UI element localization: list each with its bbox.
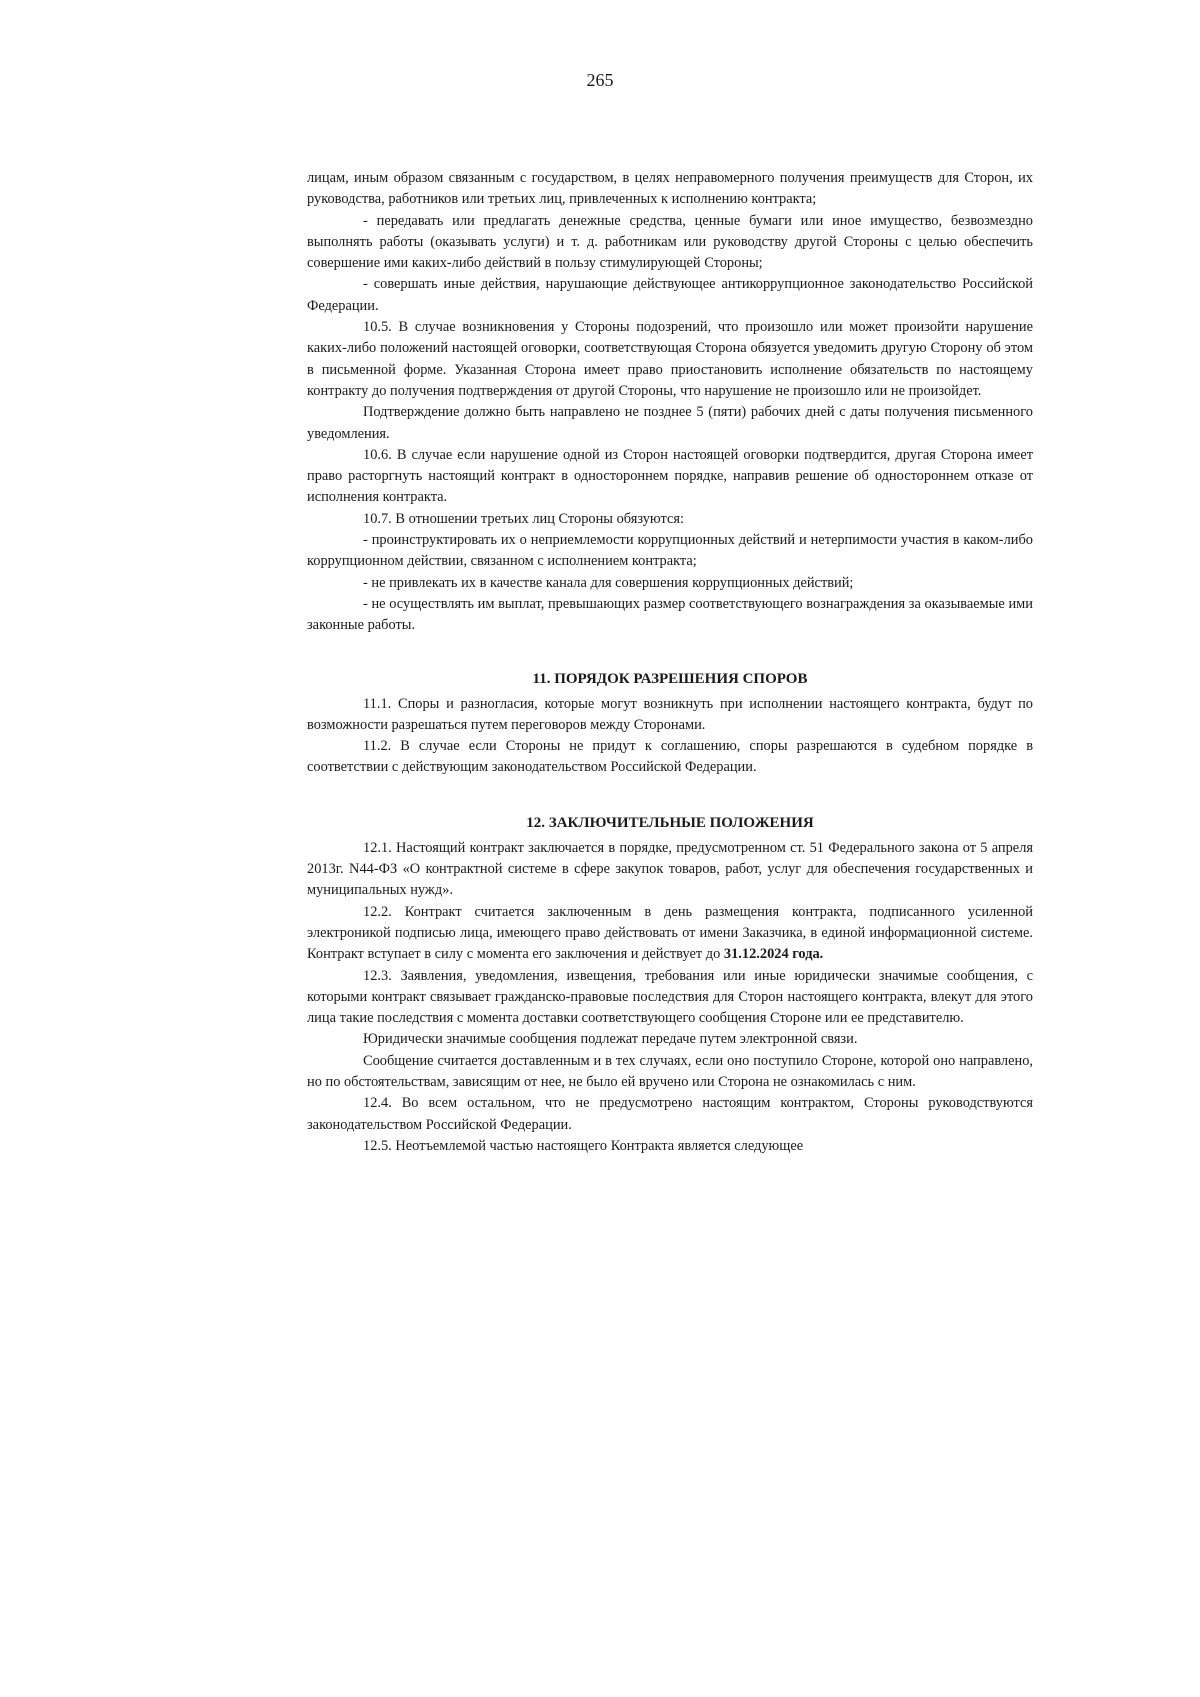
- paragraph: 12.3. Заявления, уведомления, извещения, требования или иные юридически значимые сообщения, с которыми контракт связывает гражданско-правовые последствия для Сторон настоящего контракта, влекут для этого лица такие последствия с момента доставки соответствующего сообщения Стороне или ее представителю.: [307, 967, 1033, 1027]
- paragraph: - не осуществлять им выплат, превышающих размер соответствующего вознаграждения за оказываемые ими законные работы.: [307, 595, 1033, 634]
- paragraph: 10.7. В отношении третьих лиц Стороны обязуются:: [363, 510, 684, 527]
- section-12-heading: 12. ЗАКЛЮЧИТЕЛЬНЫЕ ПОЛОЖЕНИЯ: [526, 814, 814, 831]
- paragraph: - совершать иные действия, нарушающие действующее антикоррупционное законодательство Российской Федерации.: [307, 276, 1033, 314]
- document-body: [307, 168, 1033, 1157]
- paragraph: 10.6. В случае если нарушение одной из Сторон настоящей оговорки подтвердится, другая Сторона имеет право расторгнуть настоящий контракт в одностороннем порядке, направив решение об одностороннем отказе от исполнения контракта.: [307, 446, 1033, 506]
- page-number: 265: [586, 70, 614, 90]
- paragraph: лицам, иным образом связанным с государством, в целях неправомерного получения преимуществ для Сторон, их руководства, работников или третьих лиц, привлеченных к исполнению контракта;: [307, 170, 1033, 208]
- paragraph: Сообщение считается доставленным и в тех случаях, если оно поступило Стороне, которой оно направлено, но по обстоятельствам, зависящим от нее, не было ей вручено или Сторона не ознакомилась с ним.: [307, 1052, 1033, 1090]
- paragraph-11-1: 11.1. Споры и разногласия, которые могут возникнуть при исполнении настоящего контракта, будут по возможности разрешаться путем переговоров между Сторонами.: [307, 695, 1033, 733]
- contract-end-date: 31.12.2024 года.: [723, 946, 824, 963]
- paragraph: - проинструктировать их о неприемлемости коррупционных действий и нетерпимости участия в каком-либо коррупционном действии, связанном с исполнением контракта;: [307, 532, 1033, 570]
- paragraph: - не привлекать их в качестве канала для совершения коррупционных действий;: [363, 574, 854, 591]
- paragraph: - передавать или предлагать денежные средства, ценные бумаги или иное имущество, безвозмездно выполнять работы (оказывать услуги) и т. д. работникам или руководству другой Стороны с целью обеспечить совершение ими каких-либо действий в пользу стимулирующей Стороны;: [307, 212, 1033, 272]
- paragraph-11-2: 11.2. В случае если Стороны не придут к соглашению, споры разрешаются в судебном порядке в соответствии с действующим законодательством Российской Федерации.: [307, 738, 1033, 776]
- section-10-continuation: [307, 168, 1033, 637]
- paragraph-12-2-text: 12.2. Контракт считается заключенным в день размещения контракта, подписанного усиленной электроникой подписью лица, имеющего право действовать от имени Заказчика, в единой информационной системе. Контракт вступает в силу с момента его заключения и действует до: [307, 903, 1033, 963]
- paragraph: 12.5. Неотъемлемой частью настоящего Контракта является следующее: [363, 1137, 804, 1154]
- paragraph: 10.5. В случае возникновения у Стороны подозрений, что произошло или может произойти нарушение каких-либо положений настоящей оговорки, соответствующая Сторона обязуется уведомить другую Сторону об этом в письменной форме. Указанная Сторона имеет право приостановить исполнение обязательств по настоящему контракту до получения подтверждения от другой Стороны, что нарушение не произошло или не произойдет.: [307, 319, 1033, 399]
- paragraph: 12.4. Во всем остальном, что не предусмотрено настоящим контрактом, Стороны руководствуются законодательством Российской Федерации.: [307, 1095, 1033, 1133]
- paragraph-12-2: [307, 902, 1033, 966]
- section-11-heading: 11. ПОРЯДОК РАЗРЕШЕНИЯ СПОРОВ: [532, 670, 808, 687]
- paragraph: Подтверждение должно быть направлено не позднее 5 (пяти) рабочих дней с даты получения письменного уведомления.: [307, 404, 1033, 442]
- paragraph-12-1: 12.1. Настоящий контракт заключается в порядке, предусмотренном ст. 51 Федерального закона от 5 апреля 2013г. N44-ФЗ «О контрактной системе в сфере закупок товаров, работ, услуг для обеспечения государственных и муниципальных нужд».: [307, 839, 1033, 899]
- paragraph: Юридически значимые сообщения подлежат передаче путем электронной связи.: [363, 1031, 858, 1048]
- section-12-remaining: [307, 966, 1033, 1158]
